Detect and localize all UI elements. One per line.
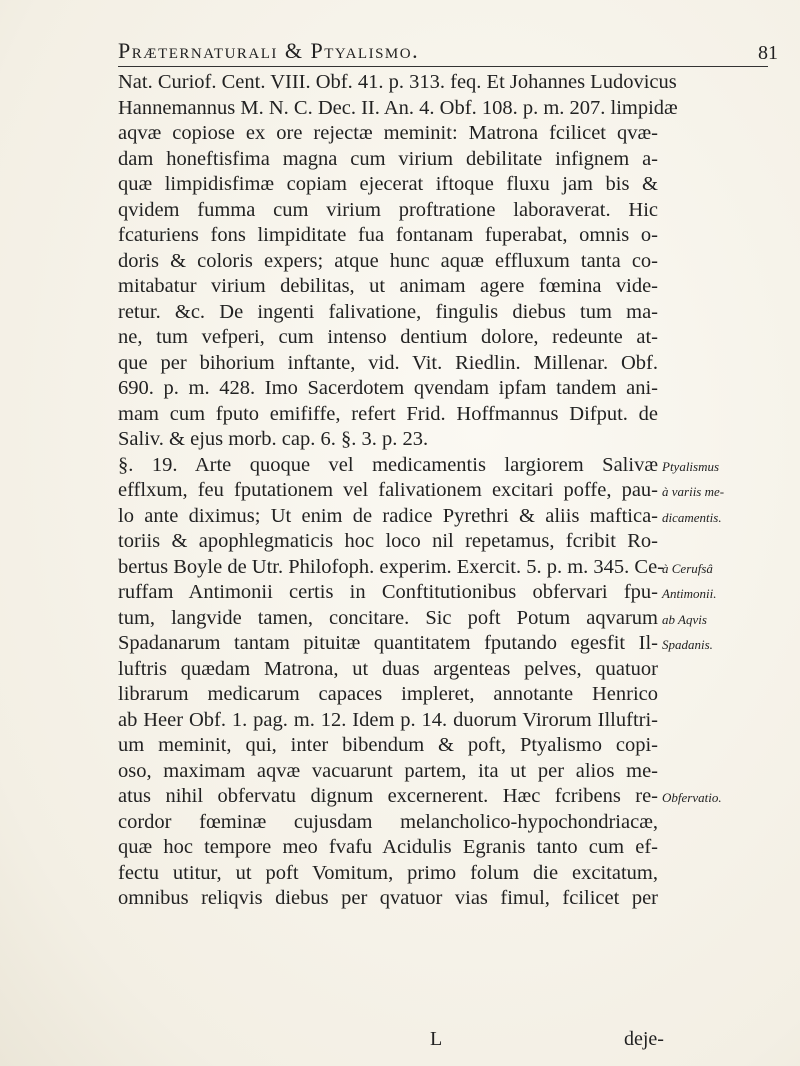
text-line: toriis & apophlegmaticis hoc loco nil repetamus, fcribit Ro- — [118, 530, 658, 552]
running-head: Præternaturali & Ptyalismo. — [118, 38, 420, 63]
text-line: mitabatur virium debilitas, ut animam agere fœmina vide- — [118, 275, 658, 297]
text-line: quæ limpidisfimæ copiam ejecerat iftoque fluxu jam bis & — [118, 173, 658, 195]
catchword: deje- — [624, 1028, 664, 1050]
text-line: Spadanarum tantam pituitæ quantitatem fputando egesfit Il- — [118, 632, 658, 654]
text-line: atus nihil obfervatu dignum excernerent. Hæc fcribens re- — [118, 785, 658, 807]
margin-note: dicamentis. — [662, 509, 722, 525]
text-line: tum, langvide tamen, concitare. Sic poft Potum aqvarum — [118, 606, 658, 629]
text-line: quæ hoc tempore meo fvafu Acidulis Egranis tanto cum ef- — [118, 836, 658, 858]
page-number: 81 — [758, 42, 778, 64]
margin-note: à Cerufsâ — [662, 560, 713, 576]
body-text — [118, 70, 678, 912]
text-line: mam cum fputo emififfe, refert Frid. Hoffmannus Difput. de — [118, 402, 658, 425]
header-rule — [118, 66, 768, 67]
text-line: ne, tum vefperi, cum intenso dentium dolore, redeunte at- — [118, 326, 658, 348]
text-line: cordor fœminæ cujusdam melancholico-hypochondriacæ, — [118, 810, 658, 833]
text-line: qvidem fumma cum virium proftratione laboraverat. Hic — [118, 198, 658, 221]
text-line: 690. p. m. 428. Imo Sacerdotem qvendam ipfam tandem ani- — [118, 377, 658, 399]
text-line: retur. &c. De ingenti falivatione, fingulis diebus tum ma- — [118, 300, 658, 323]
text-line: oso, maximam aqvæ vacuarunt partem, ita ut per alios me- — [118, 759, 658, 782]
page-header — [118, 38, 778, 74]
margin-note: Obfervatio. — [662, 790, 722, 805]
margin-note: ab Aqvis — [662, 611, 707, 627]
text-line: lo ante diximus; Ut enim de radice Pyrethri & aliis maftica- — [118, 504, 658, 527]
text-line: Saliv. & ejus morb. cap. 6. §. 3. p. 23. — [118, 428, 429, 450]
text-line: doris & coloris expers; atque hunc aquæ effluxum tanta co- — [118, 249, 658, 272]
text-line: bertus Boyle de Utr. Philofoph. experim. Exercit. 5. p. m. 345. Ce- — [118, 555, 665, 578]
text-line: ab Heer Obf. 1. pag. m. 12. Idem p. 14. duorum Virorum Illuftri- — [118, 708, 658, 731]
margin-note: Antimonii. — [662, 586, 717, 601]
signature-mark: L — [430, 1028, 443, 1050]
margin-note: Ptyalismus — [662, 458, 720, 474]
text-line: fcaturiens fons limpiditate fua fontanam fuperabat, omnis o- — [118, 224, 658, 246]
text-line: librarum medicarum capaces impleret, annotante Henrico — [118, 683, 658, 705]
text-line: ruffam Antimonii certis in Conftitutionibus obfervari fpu- — [118, 581, 658, 603]
text-line: aqvæ copiose ex ore rejectæ meminit: Matrona fcilicet qvæ- — [118, 122, 658, 144]
text-line: luftris quædam Matrona, ut duas argenteas pelves, quatuor — [118, 657, 658, 680]
text-line: §. 19. Arte quoque vel medicamentis largiorem Salivæ — [118, 453, 658, 476]
margin-note: à variis me- — [662, 484, 725, 499]
text-line: omnibus reliqvis diebus per qvatuor vias fimul, fcilicet per — [118, 887, 658, 909]
text-line: fectu utitur, ut poft Vomitum, primo folum die excitatum, — [118, 861, 658, 884]
text-line: efflxum, feu fputationem vel falivationem excitari poffe, pau- — [118, 479, 658, 501]
text-line: um meminit, qui, inter bibendum & poft, Ptyalismo copi- — [118, 734, 658, 756]
text-line: Hannemannus M. N. C. Dec. II. An. 4. Obf. 108. p. m. 207. limpidæ — [118, 96, 678, 119]
text-line: que per bihorium inftante, vid. Vit. Riedlin. Millenar. Obf. — [118, 351, 658, 374]
margin-note: Spadanis. — [662, 637, 713, 652]
text-line: dam honeftisfima magna cum virium debilitate infignem a- — [118, 147, 658, 170]
text-line: Nat. Curiof. Cent. VIII. Obf. 41. p. 313. feq. Et Johannes Ludovicus — [118, 71, 677, 93]
